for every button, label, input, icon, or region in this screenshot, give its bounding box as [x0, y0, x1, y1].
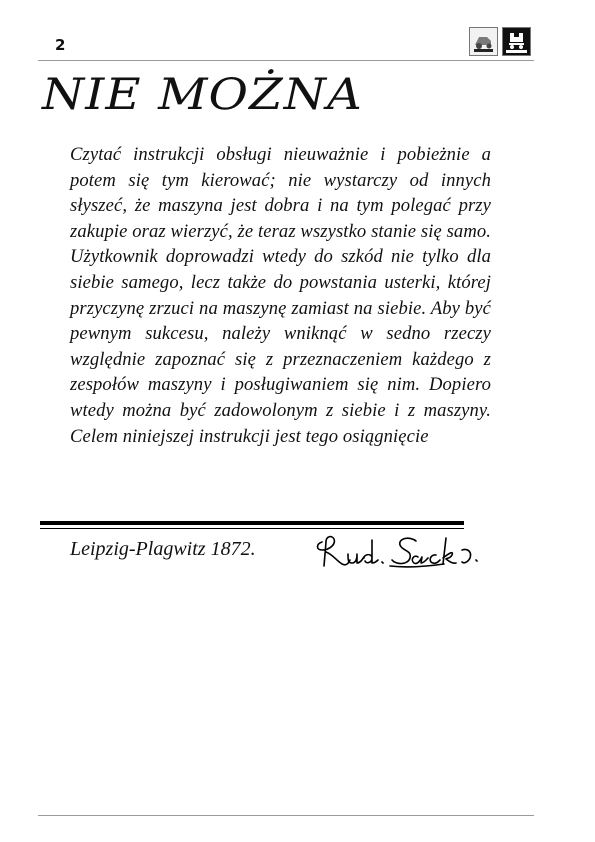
header-divider: [38, 60, 534, 61]
separator-thick: [40, 521, 464, 525]
place-date: Leipzig-Plagwitz 1872.: [70, 538, 256, 560]
body-paragraph: Czytać instrukcji obsługi nieuważnie i pobieżnie a potem się tym kierować; nie wystarczy od innych słyszeć, że maszyna jest dobra i na tym polegać przy zakupie oraz wierzyć, że teraz wszystko stanie się samo. Użytkownik doprowadzi wtedy do szkód nie tylko dla siebie samego, lecz także do powstania usterki, której przyczynę zrzuci na maszynę zamiast na siebie. Aby być pewnym sukcesu, należy wniknąć w sedno rzeczy względnie zapoznać się z przeznaczeniem każdego z zespołów maszyny i posługiwaniem się nim. Dopiero wtedy można być zadowolonym z siebie i z maszyny. Celem niniejszej instrukcji jest tego osiągnięcie: [70, 144, 491, 447]
page-number: 2: [55, 36, 66, 54]
amazone-logo-icon: [502, 27, 531, 56]
handwritten-signature: [312, 530, 492, 582]
page-title: NIE MOŻNA: [42, 70, 363, 120]
separator-thin: [40, 528, 464, 529]
header-logos: [469, 27, 531, 56]
footer-divider: [38, 815, 534, 816]
tractor-badge-icon: [469, 27, 498, 56]
